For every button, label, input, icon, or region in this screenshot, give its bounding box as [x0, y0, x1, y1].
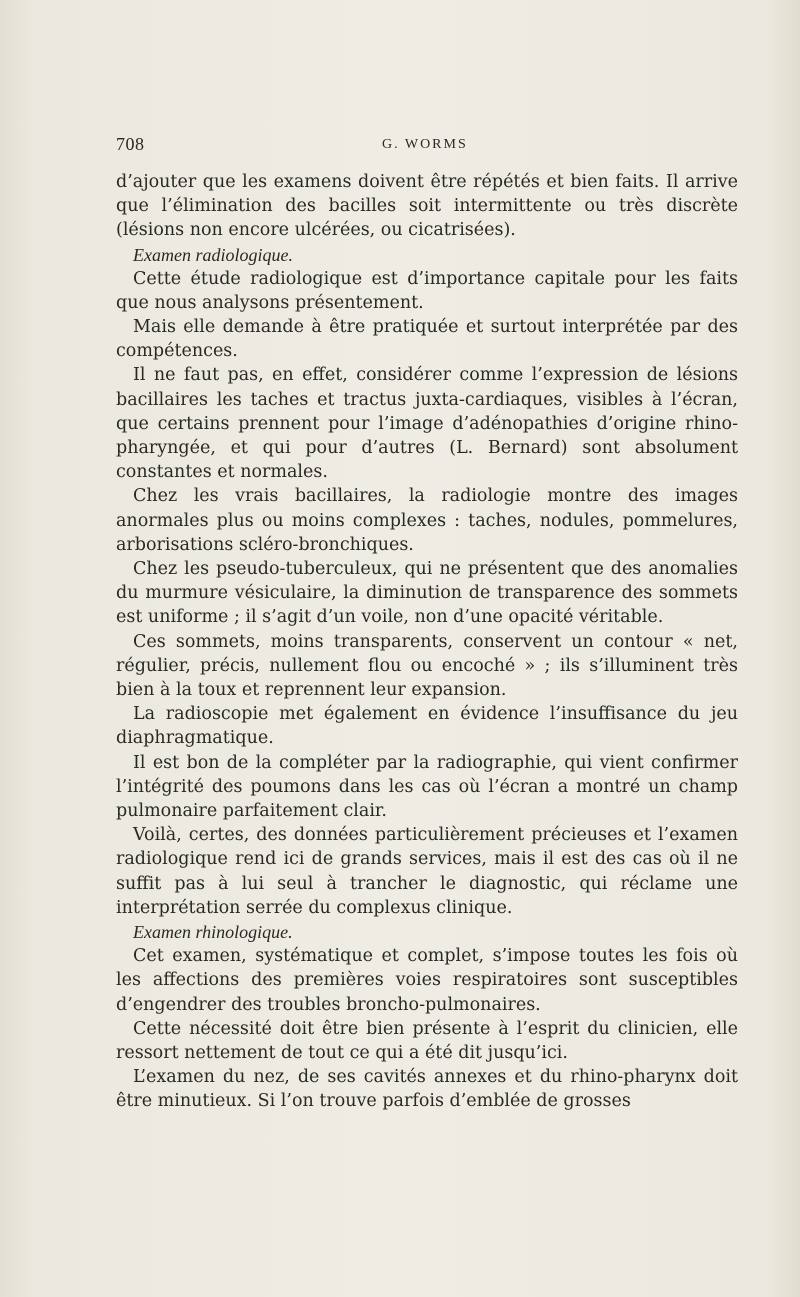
- page-header: [116, 134, 740, 158]
- page-body: [116, 170, 738, 1114]
- paragraph: Cette étude radiologique est d’importance capitale pour les faits que nous analysons présentement.: [116, 268, 738, 313]
- paragraph: Voilà, certes, des données particulièrement précieuses et l’examen radiologique rend ici de grands services, mais il est des cas où il ne suffit pas à lui seul à trancher le diagnostic, qui réclame une interprétation serrée du complexus clinique.: [116, 825, 738, 918]
- paragraph: Il est bon de la compléter par la radiographie, qui vient confirmer l’intégrité des poumons dans les cas où l’écran a montré un champ pulmonaire parfaitement clair.: [116, 752, 738, 822]
- paragraph-continuation: d’ajouter que les examens doivent être répétés et bien faits. Il arrive que l’élimination des bacilles soit intermittente ou très discrète (lésions non encore ulcérées, ou cicatrisées).: [116, 172, 738, 241]
- paragraph: Chez les vrais bacillaires, la radiologie montre des images anormales plus ou moins complexes : taches, nodules, pommelures, arborisations scléro-bronchiques.: [116, 486, 738, 555]
- paragraph: Mais elle demande à être pratiquée et surtout interprétée par des compétences.: [116, 317, 738, 362]
- page-number: 708: [116, 134, 145, 154]
- section-heading-rhinologique: Examen rhinologique.: [133, 922, 293, 943]
- paragraph: Cette nécessité doit être bien présente à l’esprit du clinicien, elle ressort nettement de tout ce qui a été dit jusqu’ici.: [116, 1018, 738, 1063]
- section-heading-radiologique: Examen radiologique.: [133, 244, 293, 265]
- paragraph: Ces sommets, moins transparents, conservent un contour « net, régulier, précis, nullement flou ou encoché » ; ils s’illuminent très bien à la toux et reprennent leur expansion.: [116, 631, 738, 701]
- running-head: G. WORMS: [382, 137, 468, 152]
- paragraph: Il ne faut pas, en effet, considérer comme l’expression de lésions bacillaires les taches et tractus juxta-cardiaques, visibles à l’écran, que certains prennent pour l’image d’adénopathies d’origine rhino-pharyngée, et qui pour d’autres (L. Bernard) sont absolument constantes et normales.: [116, 365, 738, 483]
- paragraph: La radioscopie met également en évidence l’insuffisance du jeu diaphragmatique.: [116, 704, 738, 749]
- paragraph: Cet examen, systématique et complet, s’impose toutes les fois où les affections des premières voies respiratoires sont susceptibles d’engendrer des troubles broncho-pulmonaires.: [116, 946, 738, 1015]
- paragraph: Chez les pseudo-tuberculeux, qui ne présentent que des anomalies du murmure vésiculaire, la diminution de transparence des sommets est uniforme ; il s’agit d’un voile, non d’une opacité véritable.: [116, 559, 738, 628]
- paragraph: L’examen du nez, de ses cavités annexes et du rhino-pharynx doit être minutieux. Si l’on trouve parfois d’emblée de grosses: [116, 1067, 738, 1112]
